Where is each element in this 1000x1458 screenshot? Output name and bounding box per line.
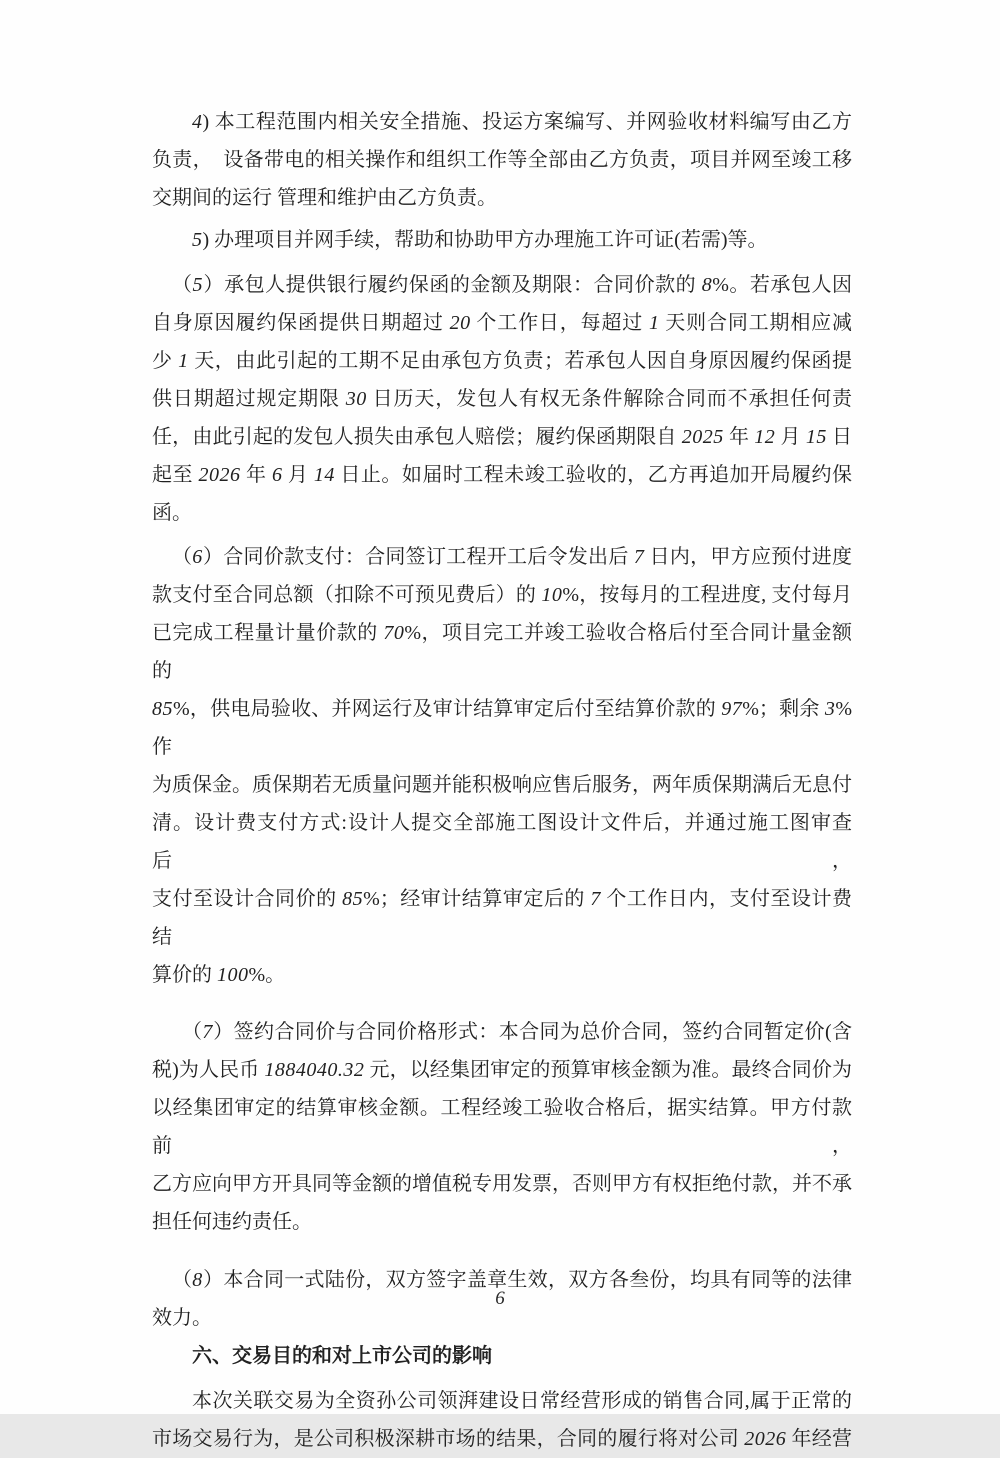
numeric-text: 1	[178, 350, 189, 372]
numeric-text: 6	[192, 546, 203, 568]
text-line: （8）本合同一式陆份，双方签字盖章生效，双方各叁份，均具有同等的法律	[172, 1269, 853, 1291]
text-line: 交期间的运行 管理和维护由乙方负责。	[152, 187, 497, 209]
numeric-text: 10	[541, 584, 563, 606]
text-line: （7）签约合同价与合同价格形式：本合同为总价合同，签约合同暂定价(含	[182, 1021, 852, 1043]
text-line: （6）合同价款支付：合同签订工程开工后令发出后 7 日内，甲方应预付进度	[172, 546, 853, 568]
text-line: 4) 本工程范围内相关安全措施、投运方案编写、并网验收材料编写由乙方	[192, 111, 852, 133]
text-line: 自身原因履约保函提供日期超过 20 个工作日，每超过 1 天则合同工期相应减	[152, 312, 853, 334]
numeric-text: 70	[383, 622, 405, 644]
numeric-text: 1	[648, 312, 660, 334]
text-line: 算价的 100%。	[152, 964, 286, 986]
numeric-text: 7	[590, 888, 601, 910]
numeric-text: 85	[152, 698, 173, 720]
text-line: 支付至设计合同价的 85%；经审计结算审定后的 7 个工作日内，支付至设计费结	[152, 888, 853, 948]
text-line: 以经集团审定的结算审核金额。工程经竣工验收合格后，据实结算。甲方付款前，	[152, 1097, 852, 1157]
numeric-text: 4	[192, 111, 203, 133]
numeric-text: 2026	[198, 464, 241, 486]
text-line: 市场交易行为，是公司积极深耕市场的结果，合同的履行将对公司 2026 年经营	[152, 1428, 853, 1450]
numeric-text: 3	[824, 698, 836, 720]
text-line: 供日期超过规定期限 30 日历天，发包人有权无条件解除合同而不承担任何责	[152, 388, 853, 410]
numeric-text: 1884040.32	[264, 1059, 365, 1081]
text-line: 任，由此引起的发包人损失由承包人赔偿；履约保函期限自 2025 年 12 月 15 日	[152, 426, 853, 448]
numeric-text: 8	[701, 274, 713, 296]
numeric-text: 5	[192, 274, 204, 296]
paragraph-section-6-heading	[152, 1337, 852, 1375]
text-line: 六、交易目的和对上市公司的影响	[192, 1345, 492, 1367]
paragraph-clause-6	[152, 538, 852, 994]
text-line: 为质保金。质保期若无质量问题并能积极响应售后服务，两年质保期满后无息付	[152, 774, 852, 796]
text-line: 起至 2026 年 6 月 14 日止。如届时工程未竣工验收的，乙方再追加开局履约保	[152, 464, 853, 486]
numeric-text: 14	[313, 464, 335, 486]
text-line: （5）承包人提供银行履约保函的金额及期限：合同价款的 8%。若承包人因	[172, 274, 852, 296]
text-line: 清。设计费支付方式:设计人提交全部施工图设计文件后，并通过施工图审查后，	[152, 812, 852, 872]
document-body	[152, 103, 852, 1458]
text-line: 少 1 天，由此引起的工期不足由承包方负责；若承包人因自身原因履约保函提	[152, 350, 853, 372]
numeric-text: 2025	[681, 426, 724, 448]
numeric-text: 2026	[744, 1428, 787, 1450]
numeric-text: 5	[192, 229, 203, 251]
page-number: 6	[495, 1288, 505, 1309]
numeric-text: 6	[271, 464, 283, 486]
numeric-text: 15	[805, 426, 827, 448]
text-line: 85%，供电局验收、并网运行及审计结算审定后付至结算价款的 97%；剩余 3%作	[152, 698, 852, 758]
text-line: 负责， 设备带电的相关操作和组织工作等全部由乙方负责，项目并网至竣工移	[152, 149, 852, 171]
paragraph-clause-5	[152, 266, 852, 532]
text-line: 5) 办理项目并网手续，帮助和协助甲方办理施工许可证(若需)等。	[192, 229, 768, 251]
numeric-text: 30	[345, 388, 367, 410]
text-line: 效力。	[152, 1307, 212, 1329]
numeric-text: 12	[754, 426, 776, 448]
numeric-text: 100	[217, 964, 249, 986]
numeric-text: 7	[202, 1021, 213, 1043]
paragraph-clause-4	[152, 103, 852, 217]
text-line: 款支付至合同总额（扣除不可预见费后）的 10%，按每月的工程进度, 支付每月	[152, 584, 852, 606]
paragraph-impact-paragraph	[152, 1382, 852, 1458]
paragraph-clause-7	[152, 1013, 852, 1241]
numeric-text: 97	[721, 698, 743, 720]
text-line: 乙方应向甲方开具同等金额的增值税专用发票，否则甲方有权拒绝付款，并不承	[152, 1173, 852, 1195]
text-line: 担任何违约责任。	[152, 1211, 312, 1233]
text-line: 函。	[152, 502, 192, 524]
numeric-text: 20	[449, 312, 471, 334]
numeric-text: 85	[342, 888, 364, 910]
numeric-text: 7	[633, 546, 645, 568]
text-line: 本次关联交易为全资孙公司领湃建设日常经营形成的销售合同,属于正常的	[192, 1390, 852, 1412]
numeric-text: 8	[192, 1269, 203, 1291]
text-line: 已完成工程量计量价款的 70%，项目完工并竣工验收合格后付至合同计量金额的	[152, 622, 852, 682]
paragraph-clause-5-item	[152, 221, 852, 259]
text-line: 税)为人民币 1884040.32 元，以经集团审定的预算审核金额为准。最终合同价为	[152, 1059, 852, 1081]
